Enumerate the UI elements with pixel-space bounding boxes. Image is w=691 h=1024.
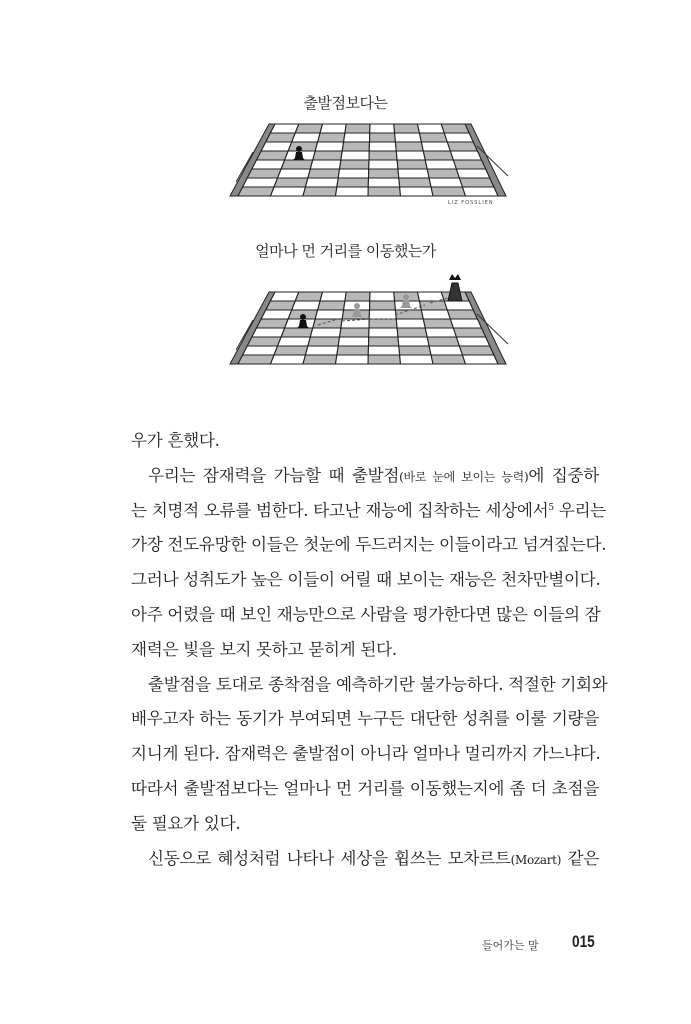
board-square	[396, 319, 425, 328]
board-square	[345, 124, 370, 133]
board-square	[288, 142, 317, 151]
board-square	[399, 178, 431, 187]
board-square	[257, 151, 289, 160]
parenthetical-note: (바로 눈에 보이는 능력)	[399, 469, 529, 484]
board-square	[368, 187, 401, 196]
board-square	[281, 328, 313, 337]
pawn-icon	[300, 314, 306, 320]
board-square	[429, 178, 462, 187]
board-square	[453, 328, 485, 337]
board-square	[394, 124, 420, 133]
board-square	[425, 160, 456, 169]
board-square	[431, 187, 465, 196]
board-square	[320, 292, 346, 301]
board-square	[274, 178, 308, 187]
board-square	[318, 301, 345, 310]
board-square	[418, 124, 445, 133]
board-square	[252, 160, 285, 169]
board-square	[370, 292, 395, 301]
board-square	[345, 292, 370, 301]
board-square	[462, 355, 498, 364]
faded-pawn-icon	[354, 303, 360, 309]
board-square	[252, 328, 285, 337]
board-square	[425, 328, 456, 337]
board-square	[336, 187, 369, 196]
text-line: 지니게 된다. 잠재력은 출발점이 아니라 얼마나 멀리까지 가느냐다.	[131, 744, 601, 764]
board-square	[243, 178, 278, 187]
board-square	[344, 133, 370, 142]
board-square	[421, 310, 450, 319]
board-square	[369, 337, 399, 346]
board-square	[243, 346, 278, 355]
board-square	[447, 142, 477, 151]
board-square	[338, 337, 369, 346]
board-square	[315, 310, 343, 319]
board-square	[308, 337, 340, 346]
board-square	[278, 337, 311, 346]
board-square	[318, 133, 345, 142]
board-square	[395, 142, 423, 151]
figure-caption-top: 출발점보다는	[303, 94, 388, 112]
board-square	[370, 124, 395, 133]
text-line: 아주 어렸을 때 보인 재능만으로 사람을 평가한다면 많은 이들의 잠	[131, 604, 601, 624]
board-square	[400, 355, 433, 364]
board-square	[427, 337, 459, 346]
board-square	[313, 319, 342, 328]
board-square	[450, 151, 481, 160]
pawn-icon	[296, 146, 302, 152]
board-square	[395, 310, 423, 319]
board-square	[459, 178, 493, 187]
board-square	[368, 346, 399, 355]
text-line: 그러나 성취도가 높은 이들이 어릴 때 보이는 재능은 천차만별이다.	[131, 570, 601, 590]
board-square	[270, 124, 298, 133]
body-text	[131, 424, 608, 876]
queen-icon	[448, 283, 462, 301]
board-square	[295, 292, 322, 301]
board-square	[292, 301, 320, 310]
board-square	[266, 133, 295, 142]
board-square	[238, 187, 274, 196]
board-square	[450, 319, 481, 328]
board-square	[336, 355, 369, 364]
board-square	[369, 319, 397, 328]
board-square	[313, 151, 342, 160]
text-line: 재력은 빛을 보지 못하고 묻히게 된다.	[131, 639, 397, 659]
board-square	[238, 355, 274, 364]
page-number: 015	[572, 932, 595, 951]
text-line: 배우고자 하는 동기가 부여되면 누구든 대단한 성취를 이룰 기량을	[131, 709, 599, 729]
board-square	[431, 355, 465, 364]
text-line: 우리는 잠재력을 가늠할 때 출발점(바로 눈에 보이는 능력)에 집중하	[148, 465, 599, 485]
chessboard-illustration-start	[220, 112, 520, 207]
board-square	[340, 328, 369, 337]
figure-caption-bottom: 얼마나 먼 거리를 이동했는가	[255, 242, 436, 260]
board-square	[453, 160, 485, 169]
board-square	[368, 178, 399, 187]
board-square	[292, 133, 320, 142]
board-square	[423, 319, 453, 328]
board-square	[315, 142, 343, 151]
board-square	[444, 133, 473, 142]
board-square	[397, 328, 427, 337]
board-square	[427, 169, 459, 178]
board-square	[257, 319, 289, 328]
board-square	[247, 337, 281, 346]
board-square	[370, 301, 396, 310]
board-square	[429, 346, 462, 355]
board-square	[320, 124, 346, 133]
board-square	[274, 346, 308, 355]
footnote-marker[interactable]: 5	[548, 502, 554, 513]
board-square	[342, 142, 369, 151]
board-square	[400, 187, 433, 196]
board-square	[456, 169, 489, 178]
board-square	[261, 310, 292, 319]
board-square	[444, 301, 473, 310]
board-square	[369, 310, 396, 319]
board-square	[462, 187, 498, 196]
board-square	[340, 160, 369, 169]
board-square	[459, 346, 493, 355]
board-square	[441, 124, 469, 133]
board-square	[369, 160, 398, 169]
board-square	[368, 355, 401, 364]
board-square	[337, 346, 369, 355]
board-square	[369, 169, 399, 178]
chessboard-illustration-distance	[220, 262, 520, 374]
board-square	[370, 133, 396, 142]
board-square	[395, 133, 422, 142]
board-square	[261, 142, 292, 151]
board-square	[270, 292, 298, 301]
board-square	[247, 169, 281, 178]
board-square	[341, 319, 369, 328]
board-square	[398, 337, 429, 346]
faded-pawn-icon	[403, 294, 409, 300]
text-line: 출발점을 토대로 종착점을 예측하기란 불가능하다. 적절한 기회와	[148, 674, 608, 694]
board-square	[447, 310, 477, 319]
board-square	[303, 355, 337, 364]
board-square	[308, 169, 340, 178]
board-square	[396, 151, 425, 160]
board-square	[305, 346, 338, 355]
board-square	[266, 301, 295, 310]
board-square	[271, 187, 306, 196]
board-square	[423, 151, 453, 160]
board-square	[303, 187, 337, 196]
text-line: 가장 전도유망한 이들은 첫눈에 두드러지는 이들이라고 넘겨짚는다.	[131, 535, 607, 555]
board-square	[281, 160, 313, 169]
board-square	[305, 178, 338, 187]
board-square	[278, 169, 311, 178]
board-square	[310, 328, 341, 337]
board-square	[369, 142, 396, 151]
board-square	[419, 133, 447, 142]
text-line: 신동으로 혜성처럼 나타나 세상을 휩쓰는 모차르트(Mozart) 같은	[148, 848, 600, 868]
text-line: 둘 필요가 있다.	[131, 813, 241, 833]
illustration-credit: LIZ FOSSLIEN	[448, 200, 494, 206]
board-square	[310, 160, 341, 169]
board-square	[295, 124, 322, 133]
text-line: 따라서 출발점보다는 얼마나 먼 거리를 이동했는지에 좀 더 초점을	[131, 778, 599, 798]
board-square	[337, 178, 369, 187]
running-footer-section: 들어가는 말	[482, 939, 539, 952]
board-square	[271, 355, 306, 364]
board-square	[456, 337, 489, 346]
board-square	[338, 169, 369, 178]
board-square	[398, 169, 429, 178]
board-square	[421, 142, 450, 151]
board-square	[369, 151, 397, 160]
text-line: 우가 흔했다.	[131, 431, 220, 450]
board-square	[399, 346, 431, 355]
board-square	[369, 328, 398, 337]
text-line: 는 치명적 오류를 범한다. 타고난 재능에 집착하는 세상에서$^5$ 우리는	[131, 500, 606, 520]
board-square	[397, 160, 427, 169]
board-square	[341, 151, 369, 160]
queen-crown-icon	[449, 274, 461, 280]
